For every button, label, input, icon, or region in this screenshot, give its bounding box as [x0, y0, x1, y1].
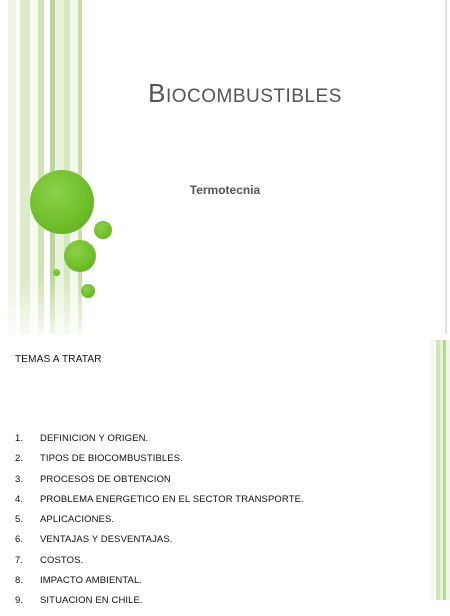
topic-text: TIPOS DE BIOCOMBUSTIBLES.: [40, 453, 183, 465]
decorative-circle-tiny: [53, 269, 60, 276]
topic-text: COSTOS.: [40, 554, 84, 566]
topic-item: [15, 595, 304, 615]
topic-number: 2.: [15, 453, 24, 465]
topic-text: PROBLEMA ENERGETICO EN EL SECTOR TRANSPORTE.: [40, 493, 304, 505]
topic-number: 3.: [15, 473, 24, 485]
topic-number: 5.: [15, 514, 24, 526]
topic-text: APLICACIONES.: [40, 514, 115, 526]
topic-item: [15, 534, 304, 554]
topic-item: [15, 575, 304, 595]
topic-number: 4.: [15, 493, 24, 505]
topics-slide: [0, 340, 450, 607]
slide-title-rest: IOCOMBUSTIBLES: [165, 86, 342, 107]
slide-border: [445, 0, 447, 338]
decorative-circle-small: [81, 284, 95, 298]
topic-text: VENTAJAS Y DESVENTAJAS.: [40, 534, 173, 546]
decorative-circle-medium: [64, 240, 96, 272]
topic-item: [15, 494, 304, 514]
topic-item: [15, 555, 304, 575]
topic-item: [15, 433, 304, 453]
topic-text: SITUACION EN CHILE.: [40, 595, 143, 607]
topics-heading: TEMAS A TRATAR: [15, 354, 102, 365]
slide-subtitle: Termotecnia: [189, 183, 261, 197]
decorative-circle-small: [94, 221, 112, 239]
topics-list: [15, 433, 304, 616]
topic-number: 6.: [15, 534, 24, 546]
decorative-circle-large: [30, 170, 94, 234]
slide-title: [110, 78, 380, 109]
topic-text: DEFINICION Y ORIGEN.: [40, 433, 149, 444]
topic-number: 8.: [15, 575, 24, 587]
decorative-stripes: [430, 340, 450, 600]
topic-number: 1.: [15, 433, 24, 444]
topic-number: 7.: [15, 554, 24, 566]
topic-text: IMPACTO AMBIENTAL.: [40, 575, 143, 587]
slide-title-initial: B: [148, 78, 166, 108]
topic-item: [15, 514, 304, 534]
topic-item: [15, 453, 304, 473]
topic-text: PROCESOS DE OBTENCION: [40, 473, 171, 485]
topic-item: [15, 474, 304, 494]
decorative-stripes: [0, 0, 90, 338]
topic-number: 9.: [15, 595, 24, 607]
